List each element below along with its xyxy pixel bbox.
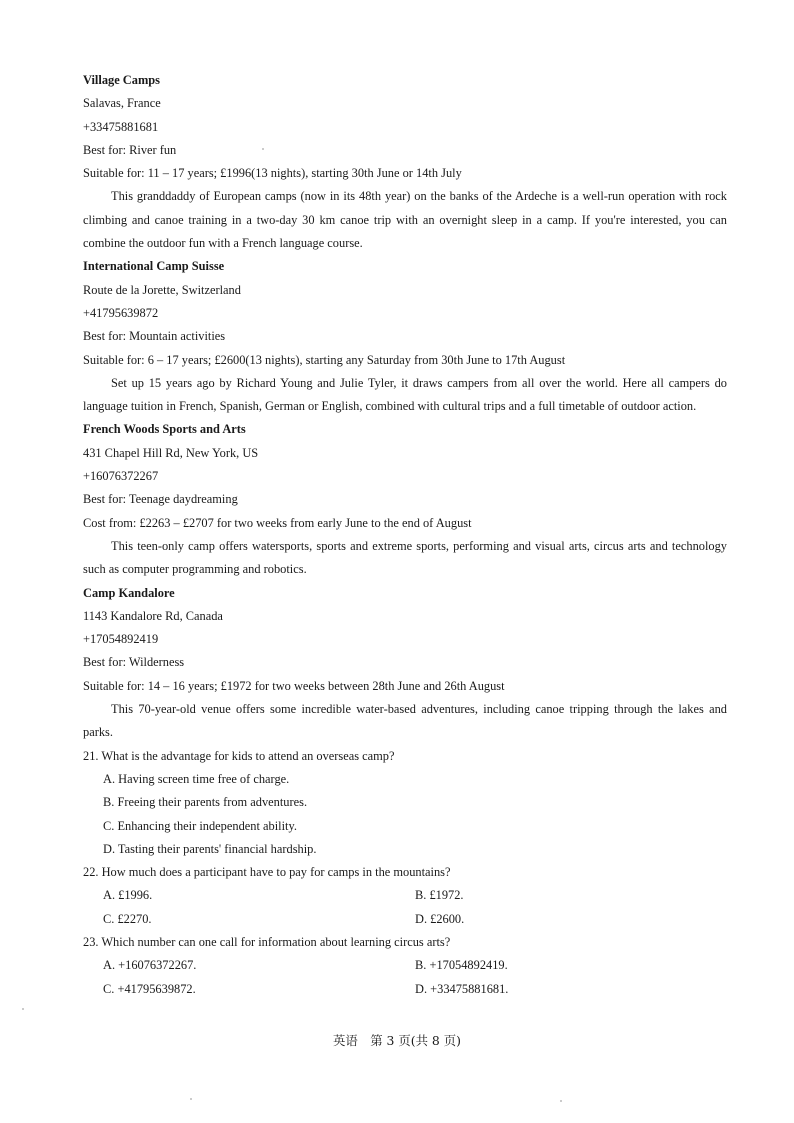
- option-a[interactable]: A. £1996.: [103, 888, 153, 903]
- option-b[interactable]: B. Freeing their parents from adventures.: [103, 795, 308, 810]
- page-content: [83, 69, 727, 1001]
- page-footer: 英语 第 3 页(共 8 页): [333, 1033, 461, 1048]
- options-row: [83, 978, 727, 1001]
- camp-phone: +17054892419: [83, 632, 159, 647]
- camp-suitable: Suitable for: 14 – 16 years; £1972 for two weeks between 28th June and 26th August: [83, 678, 505, 693]
- camp-phone: +41795639872: [83, 305, 159, 320]
- option-a[interactable]: A. Having screen time free of charge.: [103, 771, 290, 786]
- camp-description: This granddaddy of European camps (now in its 48th year) on the banks of the Ardeche is a well-run operation with rock climbing and canoe training in a two-day 30 km canoe trip with an overnight sleep in a camp. If you're interested, you can combine the outdoor fun with a French language course.: [83, 189, 727, 251]
- options-row: [83, 954, 727, 977]
- camp-name: International Camp Suisse: [83, 259, 225, 274]
- question-21: [83, 745, 727, 861]
- option-b[interactable]: B. £1972.: [415, 888, 464, 903]
- camp-location: 431 Chapel Hill Rd, New York, US: [83, 445, 259, 460]
- option-c[interactable]: C. £2270.: [103, 911, 152, 926]
- option-d[interactable]: D. £2600.: [415, 911, 465, 926]
- camp-description: This 70-year-old venue offers some incredible water-based adventures, including canoe tripping through the lakes and parks.: [83, 702, 727, 740]
- camp-entry: [83, 418, 727, 581]
- option-b[interactable]: B. +17054892419.: [415, 958, 508, 973]
- options-row: [83, 884, 727, 907]
- options-row: [83, 908, 727, 931]
- question-stem: 23. Which number can one call for information about learning circus arts?: [83, 934, 451, 949]
- camp-description: Set up 15 years ago by Richard Young and Julie Tyler, it draws campers from all over the world. Here all campers do language tuition in French, Spanish, German or English, combined with cultural trips and a full timetable of outdoor action.: [83, 375, 727, 414]
- camp-best-for: Best for: River fun: [83, 142, 177, 157]
- camp-entry: [83, 255, 727, 418]
- question-23: [83, 931, 727, 1001]
- camp-phone: +16076372267: [83, 469, 159, 484]
- option-c[interactable]: C. Enhancing their independent ability.: [103, 818, 297, 833]
- scan-speck: [190, 1098, 192, 1100]
- camp-suitable: Suitable for: 6 – 17 years; £2600(13 nights), starting any Saturday from 30th June to 17th August: [83, 352, 566, 367]
- camp-location: Salavas, France: [83, 96, 161, 111]
- camp-name: Camp Kandalore: [83, 585, 175, 600]
- camp-best-for: Best for: Teenage daydreaming: [83, 492, 238, 507]
- camp-name: French Woods Sports and Arts: [83, 422, 246, 437]
- camp-description: This teen-only camp offers watersports, sports and extreme sports, performing and visual arts, circus arts and technology such as computer programming and robotics.: [83, 538, 727, 577]
- camp-suitable: Suitable for: 11 – 17 years; £1996(13 nights), starting 30th June or 14th July: [83, 166, 462, 181]
- camp-location: 1143 Kandalore Rd, Canada: [83, 608, 223, 623]
- scan-speck: [262, 148, 264, 150]
- camp-phone: +33475881681: [83, 119, 159, 134]
- camp-name: Village Camps: [83, 73, 160, 87]
- camp-best-for: Best for: Mountain activities: [83, 329, 226, 344]
- option-d[interactable]: D. Tasting their parents' financial hardship.: [103, 841, 317, 856]
- question-stem: 21. What is the advantage for kids to attend an overseas camp?: [83, 748, 395, 763]
- option-d[interactable]: D. +33475881681.: [415, 981, 509, 996]
- scan-speck: [560, 1100, 562, 1102]
- question-22: [83, 861, 727, 931]
- camp-location: Route de la Jorette, Switzerland: [83, 282, 241, 297]
- question-stem: 22. How much does a participant have to pay for camps in the mountains?: [83, 865, 451, 880]
- option-a[interactable]: A. +16076372267.: [103, 958, 197, 973]
- option-c[interactable]: C. +41795639872.: [103, 981, 196, 996]
- scan-speck: [22, 1008, 24, 1010]
- camp-entry: [83, 69, 727, 255]
- camp-best-for: Best for: Wilderness: [83, 655, 185, 670]
- camp-entry: [83, 582, 727, 745]
- camp-cost: Cost from: £2263 – £2707 for two weeks from early June to the end of August: [83, 515, 472, 530]
